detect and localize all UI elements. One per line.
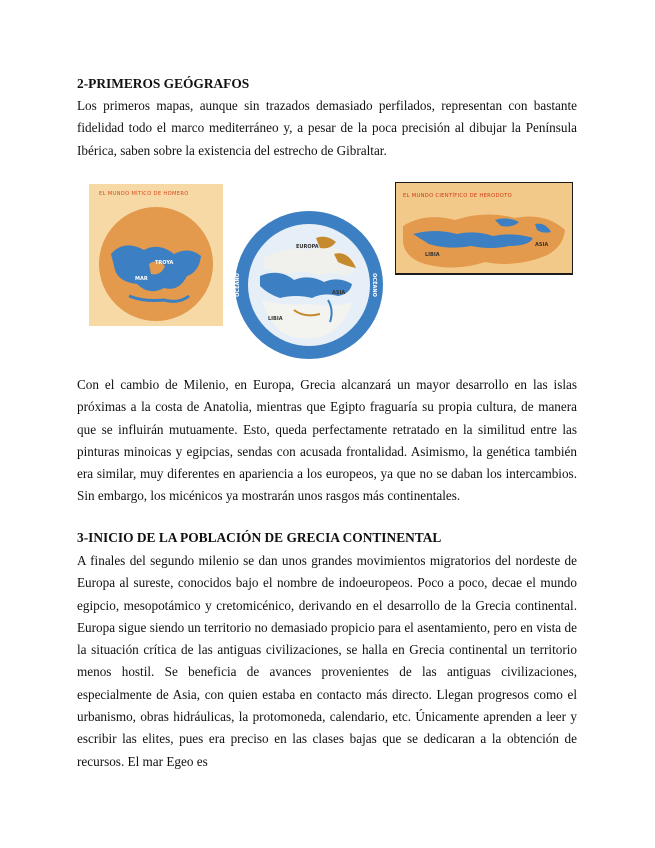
homer-label-mar: MAR (135, 276, 148, 282)
circular-label-oceano-left: OCÉANO (234, 273, 241, 297)
homer-label-troya: TROYA (155, 260, 174, 266)
section-2-paragraph: Los primeros mapas, aunque sin trazados demasiado perfilados, representan con bastante fidelidad todo el marco mediterráneo y, a pesar de la poca precisión al dibujar la Península Ibérica, saben sobre la existencia del estrecho de Gibraltar. (77, 98, 577, 158)
section-3-paragraph: A finales del segundo milenio se dan unos grandes movimientos migratorios del nordeste de Europa al sureste, conocidos bajo el nombre de indoeuropeos. Poco a poco, decae el mundo egipcio, mesopotámico y cretomicénico, derivando en el desarrollo de la Grecia continental. Europa sigue siendo un territorio no demasiado propicio para el asentamiento, pero en vista de la situación crítica de las antiguas civilizaciones, se halla en Grecia continental un territorio menos hostil. Se beneficia de avances provenientes de las antiguas civilizaciones, especialmente de Asia, con quien estaba en contacto más directo. Llegan progresos como el urbanismo, obras hidráulicas, la protomoneda, calendario, etc. Únicamente aprenden a leer y escribir las elites, pues era preciso en las clases bajas que se dedicaran a la obtención de recursos. El mar Egeo es (77, 553, 577, 769)
herodotus-label-asia: ASIA (535, 242, 549, 248)
herodotus-label-libia: LIBIA (425, 252, 440, 258)
herodotus-map-caption: EL MUNDO CIENTÍFICO DE HERODOTO (403, 193, 512, 199)
homer-map-caption: EL MUNDO MÍTICO DE HOMERO (99, 191, 189, 197)
homer-world-map (89, 184, 223, 326)
herodotus-world-map (395, 182, 573, 366)
circular-label-europa: EUROPA (296, 244, 319, 250)
circular-world-map (234, 210, 384, 360)
section-2-heading: 2-PRIMEROS GEÓGRAFOS (77, 76, 250, 91)
homer-map-drawing (89, 184, 223, 326)
circular-label-oceano-right: OCÉANO (370, 273, 377, 297)
circular-label-libia: LIBIA (268, 316, 283, 322)
circular-label-asia: ASIA (332, 290, 346, 296)
herodotus-map-drawing (395, 182, 573, 366)
milenio-paragraph: Con el cambio de Milenio, en Europa, Grecia alcanzará un mayor desarrollo en las islas próximas a la costa de Anatolia, mientras que Egipto fraguaría su propia cultura, de manera que se influirán mutuamente. Esto, queda perfectamente retratado en la similitud entre las pinturas minoicas y egipcias, sendas con acusada frontalidad. Asimismo, la genética también era similar, muy diferentes en apariencia a los europeos, ya que no se daban los intercambios. Sin embargo, los micénicos ya mostrarán unos rasgos más continentales. (77, 377, 577, 504)
circular-map-drawing (234, 210, 384, 360)
section-3-heading: 3-INICIO DE LA POBLACIÓN DE GRECIA CONTINENTAL (77, 530, 442, 545)
maps-figure-row (77, 178, 577, 368)
